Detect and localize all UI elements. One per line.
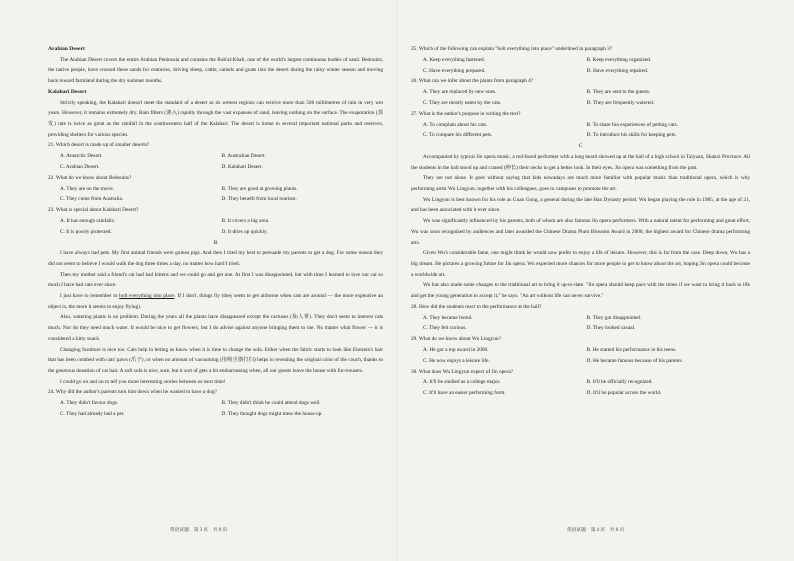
option-22-d: D. They benefit from local tourism. [221, 196, 297, 203]
option-24-d: D. They thought dogs might mess the house up. [221, 410, 323, 417]
option-27-c: C. To compare his different pets. [423, 132, 493, 139]
option-25-d: D. Have everything repaired. [586, 67, 649, 74]
question-28: 28. How did the students react to the performance at the hall? [411, 303, 542, 310]
option-29-b: B. He started his performance in his teens. [586, 346, 677, 353]
option-23-c: C. It is poorly protected. [60, 228, 112, 235]
option-25-a: A. Keep everything fastened. [423, 56, 485, 63]
option-28-d: D. They looked casual. [586, 325, 636, 332]
options-21 [48, 151, 383, 173]
options-25 [411, 55, 750, 77]
question-22: 22. What do we know about Bedouins? [48, 174, 132, 181]
option-25-c: C. Have everything prepared. [423, 67, 486, 74]
b-paragraph-4: Also, watering plants is no problem. During the years all the plants have disappeared except the cactuses (仙人掌). They don't seem to interest cats much. Nor do they need much water. It would be nice to get flowers, but I do advise against anyone bringing them to me. No matter what flower — it is considered a kitty snack. [48, 314, 383, 342]
option-30-a: A. It'll be studied as a college major. [423, 379, 501, 386]
option-21-c: C. Arabian Desert. [60, 163, 100, 170]
option-21-b: B. Australian Desert. [221, 153, 266, 160]
option-24-c: C. They had already had a pet. [60, 410, 125, 417]
question-23: 23. What is special about Kalahari Desert? [48, 207, 139, 214]
options-26 [411, 87, 750, 109]
question-25: 25. Which of the following can explain "bolt everything into place" underlined in paragraph 3? [411, 46, 613, 52]
option-24-b: B. They didn't think he could attend dogs well. [221, 400, 321, 407]
options-22 [48, 184, 383, 206]
option-22-c: C. They come from Australia. [60, 196, 124, 203]
question-24: 24. Why did the author's parents turn him down when he wanted to have a dog? [48, 389, 217, 396]
options-28 [411, 313, 750, 335]
question-30: 30. What does Wu Lingyun expect of Jin opera? [411, 368, 514, 375]
option-29-a: A. He got a top award in 2000. [423, 346, 489, 353]
option-28-b: B. They got disappointed. [586, 314, 642, 321]
options-30 [411, 377, 750, 399]
kalahari-paragraph: Strictly speaking, the Kalahari doesn't meet the standard of a desert as its wettest regions can receive more than 500 millimetres of rain in very wet years. However, it remains extremely dry. Rain filters (渗入) rapidly through the vast expanses of sand, leaving nothing on the surface. The evaporation (蒸发) rate is twice as great as the rainfall in the southwestern half of the Kalahari. The desert is home to several important national parks and reserves, providing shelters for various species. [48, 99, 383, 138]
right-page-footer: 英语试题 第 4 页 共 8 页 [566, 528, 625, 533]
option-27-a: A. To complain about his cats. [423, 121, 488, 128]
c-paragraph-2: They are not alone. It goes without saying that kids nowadays are much more familiar with popular music than traditional opera, which is why performing artist Wu Lingyun, together with his colleagues, goes to campuses to promote the art. [411, 175, 750, 192]
options-27 [411, 120, 750, 142]
section-c-heading: C [578, 143, 583, 150]
options-29 [411, 345, 750, 367]
option-28-a: A. They became bored. [423, 314, 473, 321]
option-29-c: C. He now enjoys a leisure life. [423, 357, 490, 364]
underlined-phrase: bolt everything into place [119, 293, 175, 300]
b-paragraph-3-post: . If I don't, things fly (they seem to get airborne when cats are around — the more expensive an object is, the more it seems to enjoy flying). [48, 293, 383, 310]
option-26-b: B. They are sent to the guests. [586, 89, 651, 96]
option-30-c: C. It'll have an easier performing form. [423, 390, 506, 397]
c-paragraph-3: Wu Lingyun is best known for his role as Guan Gong, a general during the late Han Dynasty period. Wu began playing the role in 1985, at the age of 21, and has been associated with it ever since. [411, 196, 750, 214]
c-paragraph-5: Given Wu's considerable fame, one might think he would now prefer to enjoy a life of leisure. However, this is far from the case. Deep down, Wu has a big dream. He pictures a growing future for Jin opera. Wu expected more chances for more people to get to know about the art, hoping Jin opera could become a worldwide art. [411, 250, 750, 278]
option-26-a: A. They are replaced by new ones. [423, 89, 497, 96]
b-paragraph-1: I have always had pets. My first animal friends were guinea pigs. And then I tried my best to persuade my parents to get a dog. For some reason they did not seem to believe I would walk the dog three times a day, no matter how hard I tried. [48, 250, 383, 267]
option-23-d: D. It dries up quickly. [221, 228, 268, 235]
option-26-d: D. They are frequently watered. [586, 99, 655, 106]
option-27-b: B. To share fun experiences of petting cats. [586, 121, 678, 128]
option-21-d: D. Kalahari Desert. [221, 163, 263, 170]
left-page-footer: 英语试题 第 3 页 共 8 页 [169, 528, 228, 533]
b-paragraph-6: I could go on and on to tell you more interesting stories between us next time! [60, 378, 226, 385]
option-23-b: B. It covers a big area. [221, 217, 270, 224]
option-26-c: C. They are mostly eaten by the cats. [423, 99, 502, 106]
b-paragraph-2: Then my mother said a friend's cat had had kittens and we could go and get one. At first I was disappointed, but with time I learned to love our cat so much I have had cats ever since. [48, 271, 383, 289]
option-27-d: D. To introduce his skills for keeping pets. [586, 132, 677, 139]
option-25-b: B. Keep everything organized. [586, 56, 652, 63]
option-29-d: D. He became famous because of his parents. [586, 357, 683, 364]
arabian-paragraph: The Arabian Desert covers the entire Arabian Peninsula and contains the Rub'al-Khali, one of the world's largest continuous bodies of sand. Bedouins, the native people, have crossed these sands for centuries, driving sheep, cattle, camels and goats into the desert during the rainy winter season and moving back toward farmland during the dry summer months. [48, 56, 383, 85]
question-21: 21. Which desert is made up of smaller deserts? [48, 142, 150, 149]
question-group-a [48, 140, 383, 237]
b-paragraph-3 [48, 291, 383, 312]
question-27: 27. What is the author's purpose in writing the text? [411, 110, 521, 117]
c-paragraph-1: Accompanied by typical Jin opera music, a red-faced performer with a long beard showed up at the hall of a high school in Taiyuan, Shanxi Province. All the students in the hall stood up and craned (伸长) their necks to get a better look. In their eyes, Jin opera was something from the past. [411, 153, 750, 171]
b-paragraph-5: Changing furniture is nice too. Cats help in letting us know when it is time to change the sofa. Either when the fabric starts to look like Einstein's hair that has been combed with cats' paws (爪子), or when no amount of vacuuming (用吸尘器打扫) helps in revealing the original color of the couch, thanks to the generous donation of cat hair. A soft sofa is nice, sure, but it sort of gets a bit embarrassing when, all our guests leave the house with fur-trousers. [48, 346, 383, 374]
b-paragraph-3-pre: I just have to remember to [60, 293, 120, 300]
option-24-a: A. They didn't favour dogs. [60, 400, 119, 407]
right-page [397, 0, 794, 561]
option-22-b: B. They are good at growing plants. [221, 185, 298, 192]
kalahari-heading: Kalahari Desert [48, 88, 87, 95]
c-paragraph-6: Wu has also made some changes to the traditional art to bring it up-to-date. "Jin opera should keep pace with the times if we want to bring it back to life and get the young generation to accept it," he says. "An art without life can never survive." [411, 282, 750, 300]
option-21-a: A. Antarctic Desert. [60, 153, 103, 160]
c-paragraph-4: Wu was significantly influenced by his parents, both of whom are also famous Jin opera performers. With a natural talent for performing and great effort, Wu was soon recognized by audiences and later awarded the Chinese Drama Plum Blossom Award in 2000, the highest award for Chinese drama performing arts. [411, 218, 750, 246]
option-23-a: A. It has enough rainfalls. [60, 217, 116, 224]
arabian-heading: Arabian Desert [48, 46, 85, 52]
option-30-b: B. It'll be officially recognized. [586, 379, 653, 386]
question-29: 29. What do we know about Wu Lingyun? [411, 336, 501, 343]
option-22-a: A. They are on the move. [60, 185, 114, 192]
section-b-heading: B [213, 239, 218, 246]
option-28-c: C. They felt curious. [423, 325, 467, 332]
options-24 [48, 398, 383, 420]
question-26: 26. What can we infer about the plants from paragraph 4? [411, 78, 534, 85]
options-23 [48, 216, 383, 238]
option-30-d: D. It'll be popular across the world. [586, 390, 662, 397]
